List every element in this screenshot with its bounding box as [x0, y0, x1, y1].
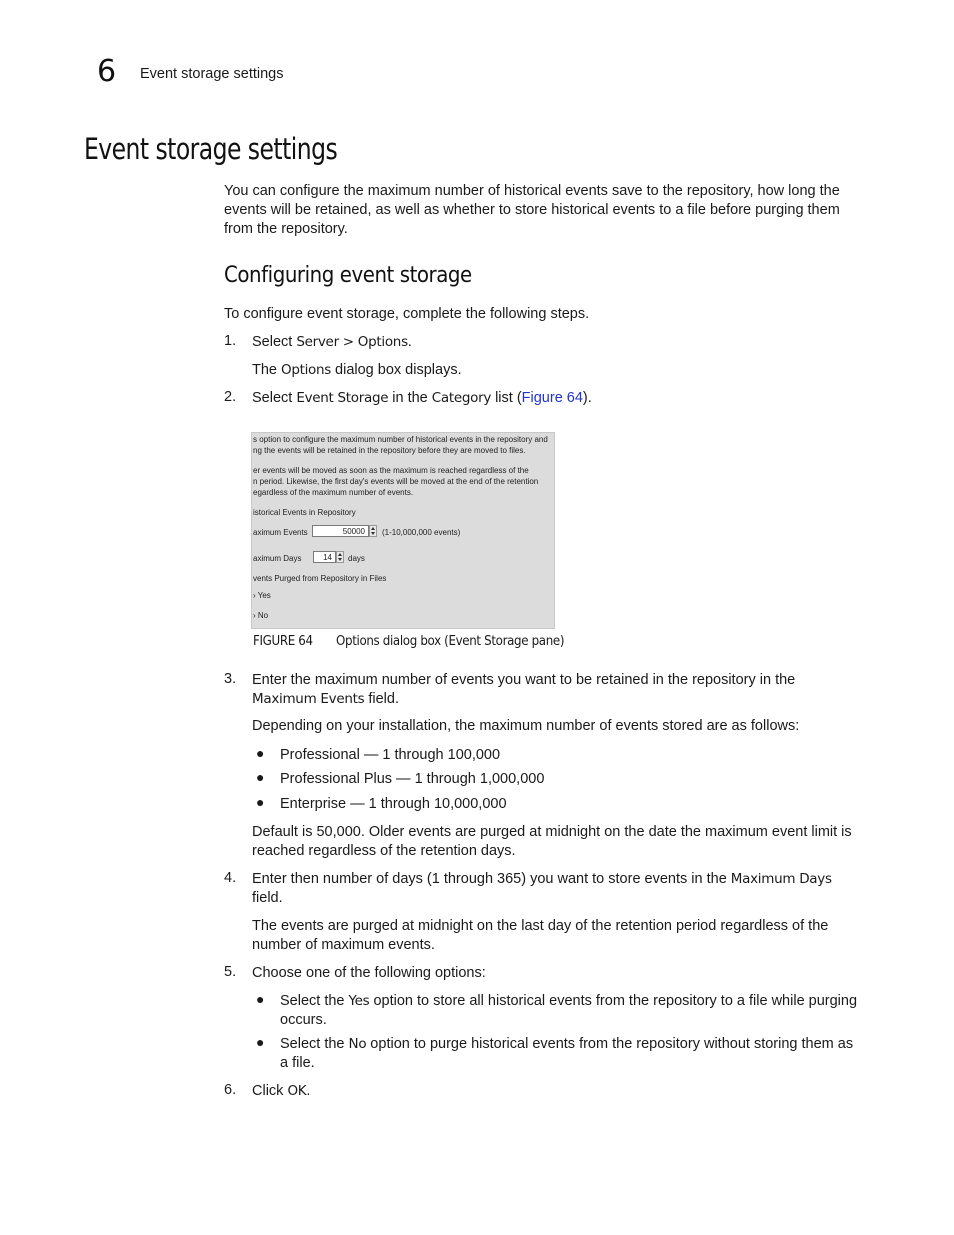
intro-line: events will be retained, as well as whether to store historical events to a file before purging them	[224, 201, 840, 218]
max-events-hint: (1-10,000,000 events)	[382, 528, 461, 537]
figure-link[interactable]: Figure 64	[521, 390, 583, 406]
step-text: reached regardless of the retention days.	[252, 842, 516, 859]
figure-label: FIGURE 64	[253, 633, 313, 649]
bullet-icon: ●	[256, 1034, 265, 1050]
step-4-note	[252, 917, 828, 955]
yes-radio-label: Yes	[257, 591, 271, 600]
bullet-icon: ●	[256, 991, 265, 1007]
step-text: The events are purged at midnight on the last day of the retention period regardless of the	[252, 918, 829, 934]
step-text: Select	[252, 334, 297, 350]
dialog-description-line: s option to configure the maximum number of historical events in the repository and	[253, 435, 548, 444]
group-label: istorical Events in Repository	[253, 508, 356, 517]
subsection-title: Configuring event storage	[224, 263, 472, 288]
purged-group-label: vents Purged from Repository in Files	[253, 574, 387, 583]
figure-title: Options dialog box (Event Storage pane)	[336, 633, 565, 649]
step-text: dialog box displays.	[331, 362, 462, 378]
step-3-note: Depending on your installation, the maximum number of events stored are as follows:	[252, 718, 800, 734]
dialog-description-line: er events will be moved as soon as the maximum is reached regardless of the	[253, 466, 529, 475]
step-number: 5.	[224, 964, 237, 980]
step-number: 1.	[224, 333, 237, 349]
ui-option-name: No	[348, 1036, 367, 1052]
bullet-item: Professional Plus — 1 through 1,000,000	[280, 771, 545, 787]
step-text: Select	[252, 390, 297, 406]
ui-menu-path: Server > Options	[296, 334, 408, 350]
step-3-text	[252, 671, 795, 709]
radio-button-icon[interactable]: ›	[253, 611, 256, 620]
step-text: .	[306, 1083, 311, 1099]
subsection-lead: To configure event storage, complete the following steps.	[224, 306, 590, 322]
step-text: Select the	[280, 993, 349, 1009]
dialog-description-line: egardless of the maximum number of events.	[253, 488, 414, 497]
step-text: .	[407, 334, 412, 350]
intro-paragraph	[224, 182, 840, 238]
step-text: Select the	[280, 1036, 349, 1052]
spinner-arrows-icon[interactable]	[369, 525, 377, 537]
running-title: Event storage settings	[140, 66, 284, 82]
step-text: The	[252, 362, 282, 378]
step-4-text	[252, 870, 832, 908]
max-days-input[interactable]: 14	[313, 551, 336, 563]
no-radio-label: No	[257, 611, 269, 620]
options-dialog-screenshot	[251, 432, 555, 629]
step-text: in the	[388, 390, 432, 406]
step-text: ).	[582, 390, 592, 406]
bullet-icon: ●	[256, 769, 265, 785]
bullet-item	[280, 992, 857, 1030]
dialog-description-line: n period. Likewise, the first day's events will be moved at the end of the retention	[253, 477, 539, 486]
max-events-input[interactable]: 50000	[312, 525, 369, 537]
step-6-text	[252, 1082, 310, 1101]
step-1-text	[252, 333, 412, 352]
step-text: option to purge historical events from the repository without storing them as	[366, 1036, 854, 1052]
step-5-text: Choose one of the following options:	[252, 965, 486, 981]
ui-button-name: OK	[287, 1083, 307, 1099]
ui-field-name: Maximum Days	[730, 871, 832, 887]
chapter-number: 6	[97, 54, 117, 89]
step-text: field.	[252, 889, 283, 906]
intro-line: from the repository.	[224, 220, 348, 237]
step-text: Enter the maximum number of events you want to be retained in the repository in the	[252, 672, 796, 688]
bullet-item: Enterprise — 1 through 10,000,000	[280, 796, 507, 812]
max-days-label: aximum Days	[253, 554, 302, 563]
bullet-item	[280, 1035, 853, 1073]
step-number: 3.	[224, 671, 237, 687]
step-text: field.	[364, 690, 399, 707]
step-text: number of maximum events.	[252, 936, 435, 953]
max-events-label: aximum Events	[253, 528, 308, 537]
ui-field-name: Maximum Events	[252, 690, 365, 707]
step-number: 2.	[224, 389, 237, 405]
step-text: Click	[252, 1083, 288, 1099]
step-number: 4.	[224, 870, 237, 886]
step-1-note	[252, 361, 462, 380]
step-text: a file.	[280, 1054, 315, 1071]
dialog-description-line: ng the events will be retained in the repository before they are moved to files.	[253, 446, 526, 455]
yes-radio[interactable]	[253, 591, 271, 600]
step-text: occurs.	[280, 1011, 327, 1028]
spinner-arrows-icon[interactable]	[336, 551, 344, 563]
step-number: 6.	[224, 1082, 237, 1098]
bullet-icon: ●	[256, 794, 265, 810]
section-title: Event storage settings	[84, 132, 338, 166]
step-text: option to store all historical events from the repository to a file while purging	[369, 993, 858, 1009]
intro-line: You can configure the maximum number of historical events save to the repository, how long the	[224, 183, 840, 199]
ui-list-name: Category	[431, 390, 492, 406]
bullet-icon: ●	[256, 745, 265, 761]
no-radio[interactable]	[253, 611, 268, 620]
step-text: list (	[491, 390, 522, 406]
step-2-text	[252, 389, 592, 408]
ui-dialog-name: Options	[281, 362, 332, 378]
step-3-default	[252, 823, 852, 861]
step-text: Default is 50,000. Older events are purged at midnight on the date the maximum event limit is	[252, 824, 852, 840]
radio-button-icon[interactable]: ›	[253, 591, 256, 600]
step-text: Enter then number of days (1 through 365) you want to store events in the	[252, 871, 731, 887]
ui-option-name: Event Storage	[296, 390, 389, 406]
max-days-unit: days	[348, 554, 365, 563]
bullet-item: Professional — 1 through 100,000	[280, 747, 501, 763]
ui-option-name: Yes	[348, 993, 370, 1009]
